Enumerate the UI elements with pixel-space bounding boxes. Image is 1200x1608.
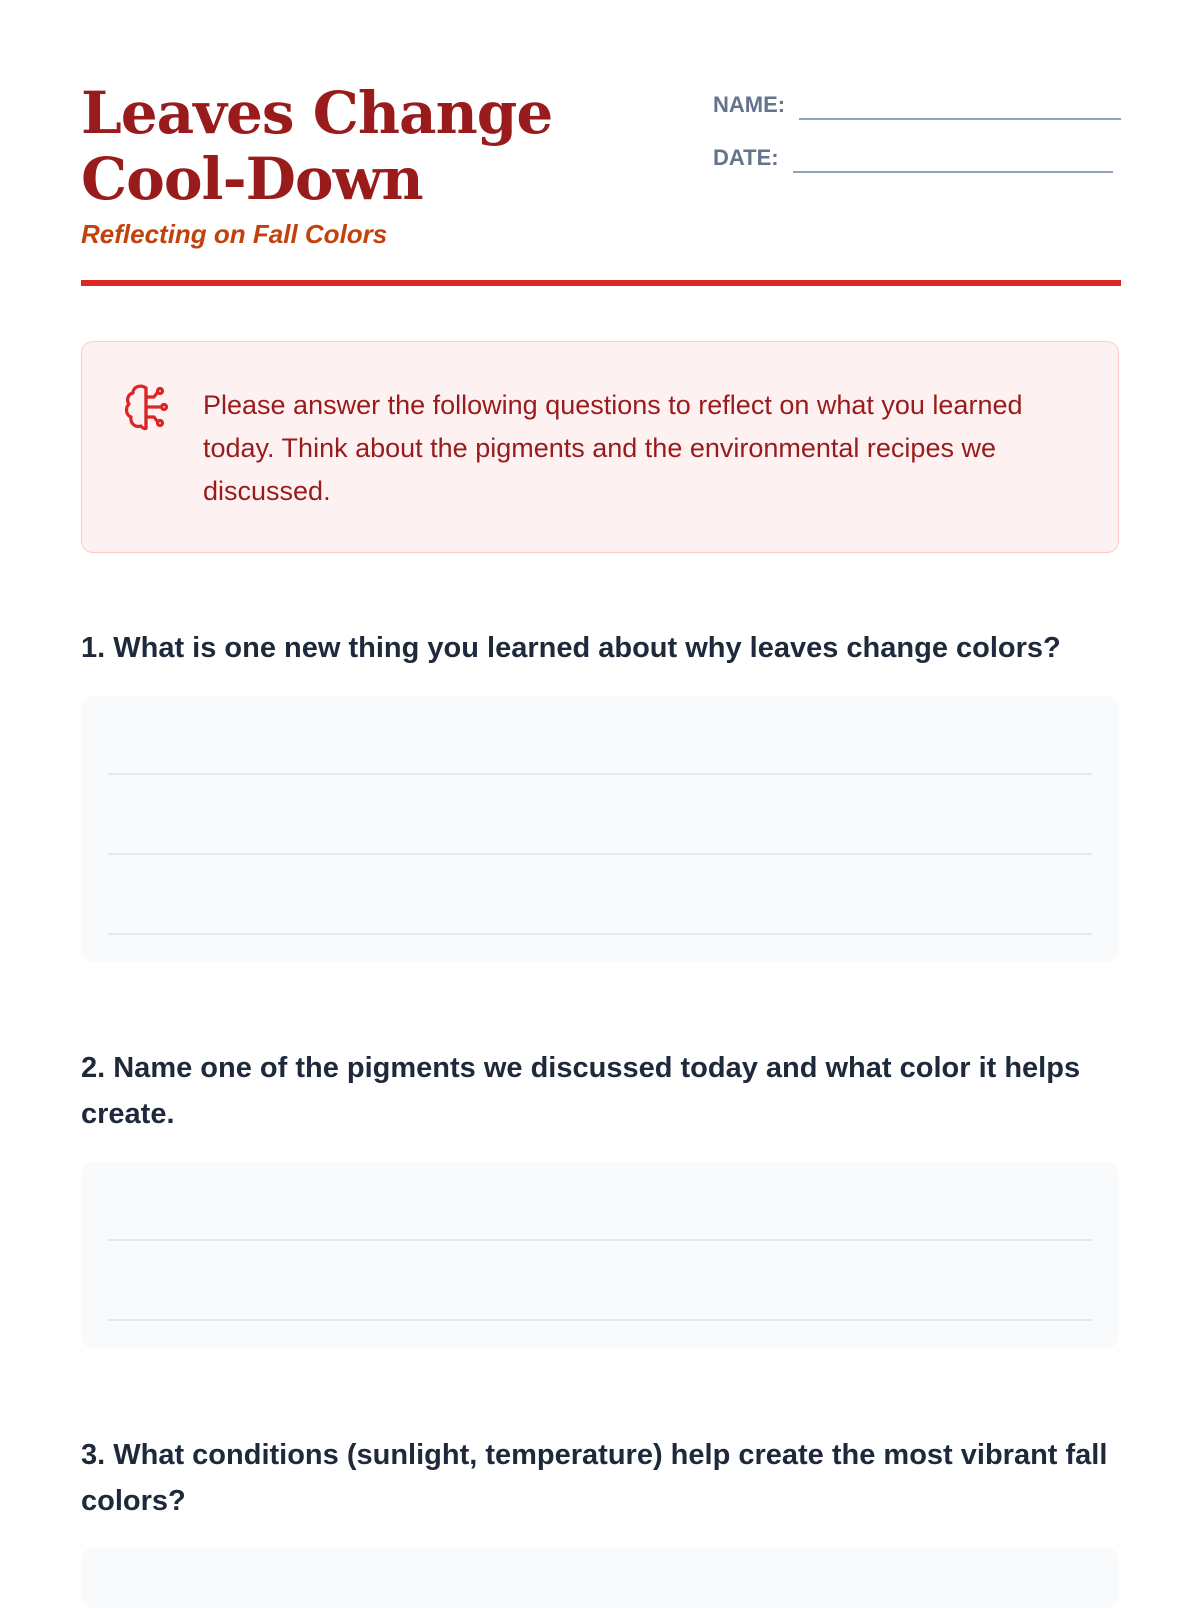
answer-line [108, 1319, 1092, 1321]
name-row [713, 82, 1121, 120]
worksheet-header [81, 0, 1121, 287]
worksheet-page [81, 0, 1121, 1517]
answer-line [108, 1239, 1092, 1241]
question-text: 2. Name one of the pigments we discussed today and what color it helps create. [81, 1052, 1081, 1130]
name-label: NAME: [713, 92, 786, 117]
instructions-text: Please answer the following questions to reflect on what you learned today. Think about the pigments and the environmental recipes we discussed. [203, 390, 1023, 506]
question-text: 1. What is one new thing you learned about why leaves change colors? [81, 632, 1061, 664]
header-divider [81, 280, 1121, 286]
question-2 [81, 1045, 1121, 1137]
question-1 [81, 625, 1121, 671]
question-text: 3. What conditions (sunlight, temperature) help create the most vibrant fall colors? [81, 1439, 1108, 1517]
student-info [713, 82, 1121, 188]
name-field[interactable] [799, 94, 1121, 120]
brain-icon [124, 382, 172, 432]
answer-line [108, 773, 1092, 775]
date-label: DATE: [713, 145, 779, 170]
page-subtitle: Reflecting on Fall Colors [81, 219, 388, 249]
page-title: Leaves Change Cool-Down [81, 79, 553, 213]
answer-box-2[interactable] [81, 1162, 1119, 1348]
question-3 [81, 1432, 1121, 1524]
answer-line [108, 933, 1092, 935]
answer-box-3[interactable] [81, 1548, 1119, 1608]
instructions-box [81, 341, 1119, 553]
date-field[interactable] [793, 147, 1113, 173]
answer-line [108, 853, 1092, 855]
date-row [713, 135, 1121, 173]
answer-box-1[interactable] [81, 696, 1119, 962]
